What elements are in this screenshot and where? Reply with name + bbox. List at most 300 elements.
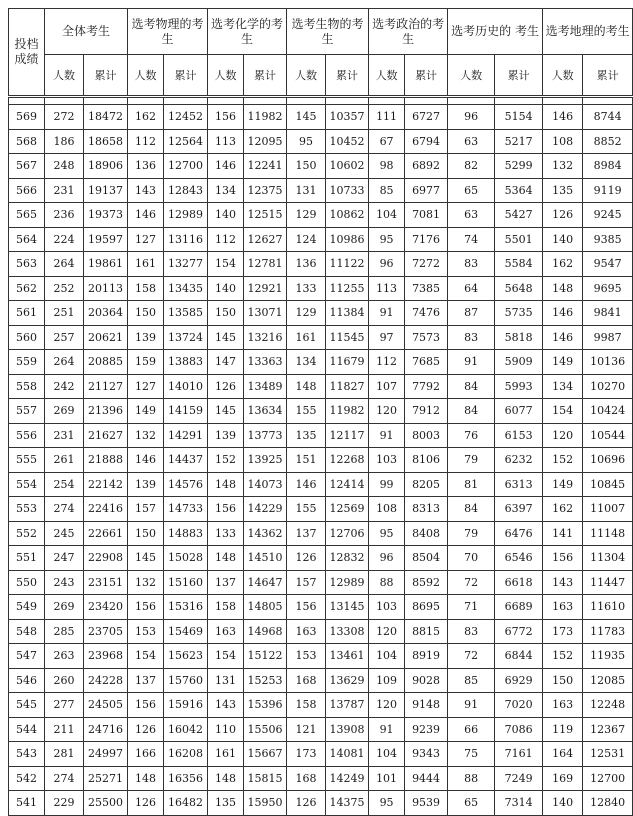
count-cell: 140: [208, 203, 244, 228]
cumulative-cell: 14362: [244, 521, 287, 546]
table-row: [9, 227, 633, 252]
cumulative-cell: 11610: [583, 595, 633, 620]
count-cell: 103: [369, 595, 405, 620]
cumulative-cell: 23968: [84, 644, 128, 669]
table-row: [9, 644, 633, 669]
count-cell: 129: [287, 203, 326, 228]
count-cell: 247: [45, 546, 84, 571]
cumulative-cell: 11982: [244, 105, 287, 130]
count-cell: 146: [287, 472, 326, 497]
count-cell: 157: [128, 497, 164, 522]
count-cell: 124: [287, 227, 326, 252]
cumulative-cell: 15469: [164, 619, 208, 644]
table-row: [9, 742, 633, 767]
count-cell: 153: [287, 644, 326, 669]
group-header-chemistry: 选考化学的考生: [208, 9, 287, 55]
score-cell: 560: [9, 325, 45, 350]
cumulative-cell: 14968: [244, 619, 287, 644]
count-cell: 143: [128, 178, 164, 203]
cumulative-cell: 9119: [583, 178, 633, 203]
count-cell: 229: [45, 791, 84, 816]
cumulative-cell: 12414: [326, 472, 369, 497]
cumulative-cell: 10270: [583, 374, 633, 399]
cumulative-cell: 6232: [495, 448, 543, 473]
count-cell: 104: [369, 644, 405, 669]
count-cell: 163: [543, 595, 583, 620]
subheader-count: 人数: [128, 55, 164, 97]
cumulative-cell: 15760: [164, 668, 208, 693]
count-cell: 231: [45, 178, 84, 203]
score-cell: 549: [9, 595, 45, 620]
count-cell: 163: [287, 619, 326, 644]
cumulative-cell: 9539: [405, 791, 448, 816]
cumulative-cell: 20621: [84, 325, 128, 350]
cumulative-cell: 12569: [326, 497, 369, 522]
count-cell: 148: [128, 766, 164, 791]
cumulative-cell: 14805: [244, 595, 287, 620]
count-cell: 133: [208, 521, 244, 546]
count-cell: 285: [45, 619, 84, 644]
cumulative-cell: 19373: [84, 203, 128, 228]
cumulative-cell: 9385: [583, 227, 633, 252]
cumulative-cell: 5217: [495, 129, 543, 154]
count-cell: 166: [128, 742, 164, 767]
score-cell: 553: [9, 497, 45, 522]
count-cell: 120: [369, 619, 405, 644]
cumulative-cell: 7086: [495, 717, 543, 742]
count-cell: 121: [287, 717, 326, 742]
score-cell: 568: [9, 129, 45, 154]
count-cell: 126: [543, 203, 583, 228]
count-cell: 120: [543, 423, 583, 448]
cumulative-cell: 14291: [164, 423, 208, 448]
cumulative-cell: 12531: [583, 742, 633, 767]
count-cell: 140: [208, 276, 244, 301]
cumulative-cell: 12564: [164, 129, 208, 154]
cumulative-cell: 6929: [495, 668, 543, 693]
count-cell: 64: [448, 276, 495, 301]
cumulative-cell: 8984: [583, 154, 633, 179]
cumulative-cell: 14510: [244, 546, 287, 571]
count-cell: 162: [543, 252, 583, 277]
cumulative-cell: 11007: [583, 497, 633, 522]
count-cell: 162: [128, 105, 164, 130]
count-cell: 132: [128, 423, 164, 448]
table-row: [9, 766, 633, 791]
count-cell: 84: [448, 374, 495, 399]
table-row: [9, 252, 633, 277]
cumulative-cell: 12840: [583, 791, 633, 816]
cumulative-cell: 12375: [244, 178, 287, 203]
score-cell: 562: [9, 276, 45, 301]
count-cell: 112: [369, 350, 405, 375]
count-cell: 149: [128, 399, 164, 424]
spacer-cell: [45, 97, 84, 105]
cumulative-cell: 9148: [405, 693, 448, 718]
count-cell: 168: [287, 668, 326, 693]
table-row: [9, 595, 633, 620]
cumulative-cell: 15815: [244, 766, 287, 791]
count-cell: 158: [287, 693, 326, 718]
count-cell: 131: [287, 178, 326, 203]
cumulative-cell: 5993: [495, 374, 543, 399]
count-cell: 96: [369, 252, 405, 277]
cumulative-cell: 7314: [495, 791, 543, 816]
cumulative-cell: 9343: [405, 742, 448, 767]
count-cell: 146: [128, 448, 164, 473]
score-cell: 563: [9, 252, 45, 277]
cumulative-cell: 16482: [164, 791, 208, 816]
cumulative-cell: 13908: [326, 717, 369, 742]
score-cell: 555: [9, 448, 45, 473]
count-cell: 98: [369, 154, 405, 179]
cumulative-cell: 15506: [244, 717, 287, 742]
table-row: [9, 276, 633, 301]
cumulative-cell: 12452: [164, 105, 208, 130]
count-cell: 163: [208, 619, 244, 644]
cumulative-cell: 20113: [84, 276, 128, 301]
cumulative-cell: 21396: [84, 399, 128, 424]
spacer-cell: [405, 97, 448, 105]
cumulative-cell: 12832: [326, 546, 369, 571]
count-cell: 134: [543, 374, 583, 399]
count-cell: 88: [369, 570, 405, 595]
count-cell: 162: [543, 497, 583, 522]
cumulative-cell: 12627: [244, 227, 287, 252]
count-cell: 139: [128, 325, 164, 350]
cumulative-cell: 5735: [495, 301, 543, 326]
cumulative-cell: 6313: [495, 472, 543, 497]
cumulative-cell: 7476: [405, 301, 448, 326]
table-row: [9, 178, 633, 203]
cumulative-cell: 13216: [244, 325, 287, 350]
count-cell: 133: [287, 276, 326, 301]
count-cell: 91: [369, 717, 405, 742]
cumulative-cell: 13724: [164, 325, 208, 350]
spacer-cell: [495, 97, 543, 105]
count-cell: 163: [543, 693, 583, 718]
cumulative-cell: 11982: [326, 399, 369, 424]
cumulative-cell: 12781: [244, 252, 287, 277]
count-cell: 146: [128, 203, 164, 228]
count-cell: 99: [369, 472, 405, 497]
cumulative-cell: 13461: [326, 644, 369, 669]
count-cell: 71: [448, 595, 495, 620]
cumulative-cell: 24505: [84, 693, 128, 718]
count-cell: 248: [45, 154, 84, 179]
cumulative-cell: 8313: [405, 497, 448, 522]
cumulative-cell: 6476: [495, 521, 543, 546]
group-header-physics: 选考物理的考生: [128, 9, 208, 55]
cumulative-cell: 7161: [495, 742, 543, 767]
count-cell: 145: [128, 546, 164, 571]
count-cell: 137: [128, 668, 164, 693]
spacer-cell: [128, 97, 164, 105]
table-row: [9, 521, 633, 546]
cumulative-cell: 8695: [405, 595, 448, 620]
count-cell: 97: [369, 325, 405, 350]
cumulative-cell: 11827: [326, 374, 369, 399]
score-cell: 564: [9, 227, 45, 252]
cumulative-cell: 9547: [583, 252, 633, 277]
count-cell: 277: [45, 693, 84, 718]
cumulative-cell: 11783: [583, 619, 633, 644]
count-cell: 76: [448, 423, 495, 448]
count-cell: 137: [287, 521, 326, 546]
cumulative-cell: 6689: [495, 595, 543, 620]
count-cell: 96: [369, 546, 405, 571]
cumulative-cell: 13277: [164, 252, 208, 277]
cumulative-cell: 13585: [164, 301, 208, 326]
table-row: [9, 570, 633, 595]
count-cell: 150: [208, 301, 244, 326]
count-cell: 173: [543, 619, 583, 644]
count-cell: 79: [448, 521, 495, 546]
count-cell: 95: [287, 129, 326, 154]
count-cell: 156: [128, 693, 164, 718]
cumulative-cell: 7912: [405, 399, 448, 424]
count-cell: 119: [543, 717, 583, 742]
group-header-history: 选考历史的 考生: [448, 9, 543, 55]
subheader-cumulative: 累计: [583, 55, 633, 97]
subheader-count: 人数: [448, 55, 495, 97]
cumulative-cell: 13883: [164, 350, 208, 375]
count-cell: 88: [448, 766, 495, 791]
count-cell: 81: [448, 472, 495, 497]
count-cell: 132: [543, 154, 583, 179]
cumulative-cell: 6844: [495, 644, 543, 669]
count-cell: 126: [128, 791, 164, 816]
count-cell: 127: [128, 227, 164, 252]
count-cell: 245: [45, 521, 84, 546]
cumulative-cell: 6077: [495, 399, 543, 424]
cumulative-cell: 12700: [164, 154, 208, 179]
count-cell: 147: [208, 350, 244, 375]
score-cell: 559: [9, 350, 45, 375]
count-cell: 257: [45, 325, 84, 350]
cumulative-cell: 12700: [583, 766, 633, 791]
subheader-cumulative: 累计: [164, 55, 208, 97]
spacer-cell: [244, 97, 287, 105]
table-row: [9, 448, 633, 473]
count-cell: 120: [369, 693, 405, 718]
score-cell: 569: [9, 105, 45, 130]
cumulative-cell: 11148: [583, 521, 633, 546]
cumulative-cell: 13308: [326, 619, 369, 644]
cumulative-cell: 18472: [84, 105, 128, 130]
table-row: [9, 791, 633, 816]
count-cell: 151: [287, 448, 326, 473]
count-cell: 156: [208, 497, 244, 522]
count-cell: 108: [369, 497, 405, 522]
count-cell: 101: [369, 766, 405, 791]
cumulative-cell: 15623: [164, 644, 208, 669]
count-cell: 154: [543, 399, 583, 424]
count-cell: 85: [369, 178, 405, 203]
group-header-politics: 选考政治的考生: [369, 9, 448, 55]
cumulative-cell: 21627: [84, 423, 128, 448]
count-cell: 135: [208, 791, 244, 816]
cumulative-cell: 11304: [583, 546, 633, 571]
score-cell: 550: [9, 570, 45, 595]
count-cell: 104: [369, 203, 405, 228]
cumulative-cell: 15028: [164, 546, 208, 571]
cumulative-cell: 22661: [84, 521, 128, 546]
group-header-all: 全体考生: [45, 9, 128, 55]
count-cell: 164: [543, 742, 583, 767]
count-cell: 154: [208, 252, 244, 277]
count-cell: 150: [543, 668, 583, 693]
cumulative-cell: 14375: [326, 791, 369, 816]
count-cell: 139: [128, 472, 164, 497]
count-cell: 139: [208, 423, 244, 448]
cumulative-cell: 15316: [164, 595, 208, 620]
count-cell: 104: [369, 742, 405, 767]
cumulative-cell: 13145: [326, 595, 369, 620]
table-row: [9, 105, 633, 130]
count-cell: 269: [45, 399, 84, 424]
cumulative-cell: 8504: [405, 546, 448, 571]
count-cell: 173: [287, 742, 326, 767]
subheader-count: 人数: [543, 55, 583, 97]
count-cell: 83: [448, 325, 495, 350]
cumulative-cell: 19861: [84, 252, 128, 277]
cumulative-cell: 16042: [164, 717, 208, 742]
count-cell: 120: [369, 399, 405, 424]
cumulative-cell: 24997: [84, 742, 128, 767]
count-cell: 132: [128, 570, 164, 595]
count-cell: 158: [208, 595, 244, 620]
cumulative-cell: 13116: [164, 227, 208, 252]
count-cell: 158: [128, 276, 164, 301]
count-cell: 149: [543, 350, 583, 375]
count-cell: 83: [448, 619, 495, 644]
count-cell: 152: [543, 448, 583, 473]
count-cell: 95: [369, 227, 405, 252]
count-cell: 72: [448, 570, 495, 595]
cumulative-cell: 12989: [164, 203, 208, 228]
cumulative-cell: 9695: [583, 276, 633, 301]
cumulative-cell: 14073: [244, 472, 287, 497]
count-cell: 211: [45, 717, 84, 742]
count-cell: 136: [128, 154, 164, 179]
score-cell: 552: [9, 521, 45, 546]
cumulative-cell: 11935: [583, 644, 633, 669]
subheader-cumulative: 累计: [244, 55, 287, 97]
count-cell: 135: [287, 423, 326, 448]
cumulative-cell: 7020: [495, 693, 543, 718]
count-cell: 126: [287, 791, 326, 816]
cumulative-cell: 13787: [326, 693, 369, 718]
cumulative-cell: 5501: [495, 227, 543, 252]
count-cell: 269: [45, 595, 84, 620]
score-cell: 567: [9, 154, 45, 179]
cumulative-cell: 7272: [405, 252, 448, 277]
cumulative-cell: 16208: [164, 742, 208, 767]
cumulative-cell: 8744: [583, 105, 633, 130]
count-cell: 274: [45, 766, 84, 791]
cumulative-cell: 8592: [405, 570, 448, 595]
count-cell: 134: [208, 178, 244, 203]
cumulative-cell: 10544: [583, 423, 633, 448]
count-cell: 161: [287, 325, 326, 350]
count-cell: 155: [287, 399, 326, 424]
cumulative-cell: 14883: [164, 521, 208, 546]
count-cell: 264: [45, 350, 84, 375]
header-spacer-row: [9, 97, 633, 105]
score-cell: 561: [9, 301, 45, 326]
spacer-cell: [208, 97, 244, 105]
count-cell: 74: [448, 227, 495, 252]
cumulative-cell: 5154: [495, 105, 543, 130]
cumulative-cell: 6618: [495, 570, 543, 595]
count-cell: 161: [208, 742, 244, 767]
count-cell: 272: [45, 105, 84, 130]
cumulative-cell: 11679: [326, 350, 369, 375]
cumulative-cell: 5648: [495, 276, 543, 301]
count-cell: 126: [128, 717, 164, 742]
score-cell: 565: [9, 203, 45, 228]
count-cell: 148: [543, 276, 583, 301]
cumulative-cell: 10986: [326, 227, 369, 252]
cumulative-cell: 16356: [164, 766, 208, 791]
cumulative-cell: 13363: [244, 350, 287, 375]
spacer-cell: [543, 97, 583, 105]
cumulative-cell: 10424: [583, 399, 633, 424]
score-distribution-table: [8, 8, 633, 816]
cumulative-cell: 12921: [244, 276, 287, 301]
cumulative-cell: 25500: [84, 791, 128, 816]
cumulative-cell: 8003: [405, 423, 448, 448]
score-cell: 546: [9, 668, 45, 693]
cumulative-cell: 15122: [244, 644, 287, 669]
cumulative-cell: 10696: [583, 448, 633, 473]
cumulative-cell: 9245: [583, 203, 633, 228]
cumulative-cell: 6546: [495, 546, 543, 571]
count-cell: 129: [287, 301, 326, 326]
count-cell: 87: [448, 301, 495, 326]
count-cell: 149: [543, 472, 583, 497]
subheader-count: 人数: [369, 55, 405, 97]
score-cell: 542: [9, 766, 45, 791]
count-cell: 112: [128, 129, 164, 154]
count-cell: 109: [369, 668, 405, 693]
cumulative-cell: 9444: [405, 766, 448, 791]
cumulative-cell: 12248: [583, 693, 633, 718]
cumulative-cell: 14437: [164, 448, 208, 473]
cumulative-cell: 24716: [84, 717, 128, 742]
count-cell: 143: [208, 693, 244, 718]
count-cell: 146: [543, 325, 583, 350]
cumulative-cell: 24228: [84, 668, 128, 693]
count-cell: 263: [45, 644, 84, 669]
cumulative-cell: 12515: [244, 203, 287, 228]
count-cell: 110: [208, 717, 244, 742]
cumulative-cell: 8408: [405, 521, 448, 546]
subheader-cumulative: 累计: [84, 55, 128, 97]
cumulative-cell: 15160: [164, 570, 208, 595]
count-cell: 65: [448, 178, 495, 203]
cumulative-cell: 7573: [405, 325, 448, 350]
cumulative-cell: 6727: [405, 105, 448, 130]
score-cell: 541: [9, 791, 45, 816]
cumulative-cell: 23151: [84, 570, 128, 595]
cumulative-cell: 5299: [495, 154, 543, 179]
count-cell: 251: [45, 301, 84, 326]
count-cell: 134: [287, 350, 326, 375]
count-cell: 107: [369, 374, 405, 399]
cumulative-cell: 11447: [583, 570, 633, 595]
